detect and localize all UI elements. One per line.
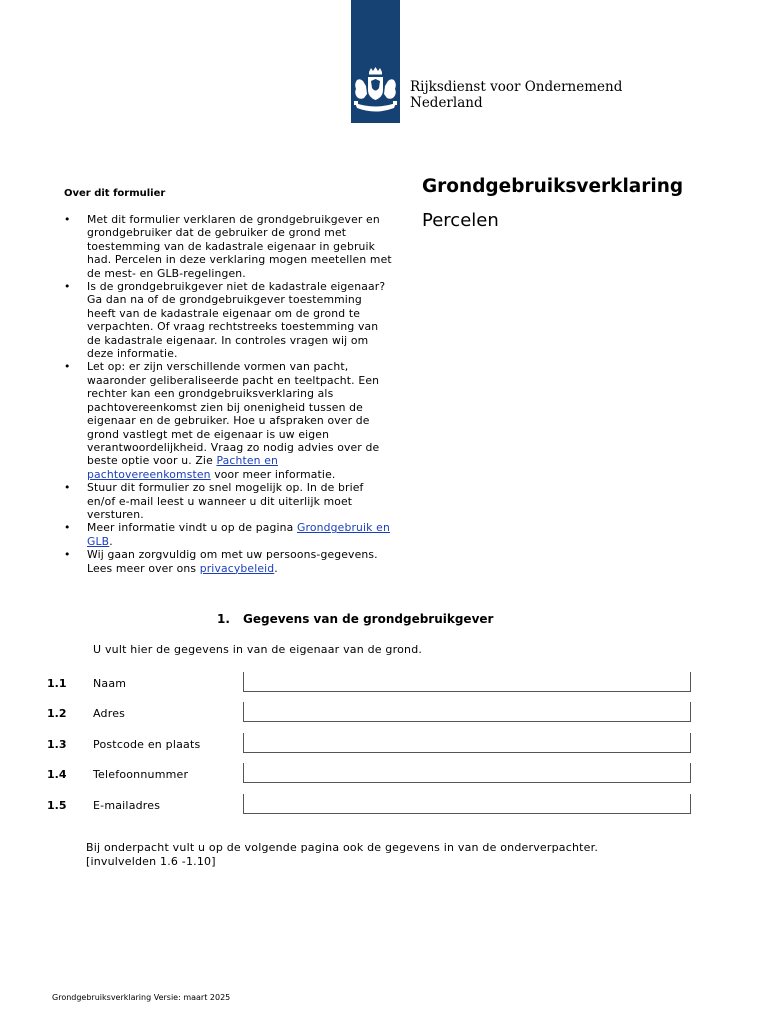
section-title: Gegevens van de grondgebruikgever xyxy=(243,612,494,626)
note-line: Bij onderpacht vult u op de volgende pagina ook de gegevens in van de onderverpachter. xyxy=(86,841,599,854)
naam-input[interactable] xyxy=(243,672,691,692)
onderpacht-note xyxy=(86,841,598,869)
bullet-icon: • xyxy=(64,213,71,226)
emailadres-input[interactable] xyxy=(243,794,691,814)
bullet-icon: • xyxy=(64,280,71,294)
about-item xyxy=(64,280,394,360)
about-item xyxy=(64,213,394,280)
about-item-text: . xyxy=(274,561,278,575)
about-item xyxy=(64,521,394,548)
field-row-naam xyxy=(0,672,770,694)
postcode-plaats-input[interactable] xyxy=(243,733,691,753)
page-footer: Grondgebruiksverklaring Versie: maart 2025 xyxy=(52,993,231,1002)
field-label: Telefoonnummer xyxy=(93,768,189,781)
about-item xyxy=(64,548,394,575)
section-intro: U vult hier de gegevens in van de eigenaar van de grond. xyxy=(93,643,423,656)
bullet-icon: • xyxy=(64,548,71,562)
bullet-icon: • xyxy=(64,360,71,374)
field-label: E-mailadres xyxy=(93,799,161,812)
field-label: Naam xyxy=(93,677,127,690)
about-item xyxy=(64,360,394,481)
field-number: 1.1 xyxy=(47,677,67,690)
organization-name-line1: Rijksdienst voor Ondernemend xyxy=(410,79,623,95)
field-row-emailadres xyxy=(0,794,770,816)
field-number: 1.5 xyxy=(47,799,67,812)
about-item-text: . xyxy=(109,534,113,548)
about-item-text: voor meer informatie. xyxy=(210,467,336,481)
about-item-text: Met dit formulier verklaren de grondgebruikgever en grondgebruiker dat de gebruiker de grond met toestemming van de kadastrale eigenaar in gebruik had. Percelen in deze verklaring mogen meetellen met de mest- en GLB-regelingen. xyxy=(87,213,392,280)
about-item-text: Is de grondgebruikgever niet de kadastrale eigenaar? Ga dan na of de grondgebruikgever toestemming heeft van de kadastrale eigenaar om de grond te verpachten. Of vraag rechtstreeks toestemming van de kadastrale eigenaar. In controles vragen wij om deze informatie. xyxy=(87,280,386,361)
note-line: [invulvelden 1.6 -1.10] xyxy=(86,855,216,868)
about-item-text: Meer informatie vindt u op de pagina xyxy=(87,521,298,535)
field-label: Adres xyxy=(93,707,126,720)
field-label: Postcode en plaats xyxy=(93,738,201,751)
grondgebruik-glb-link[interactable]: Grondgebruik en GLB xyxy=(87,521,390,548)
bullet-icon: • xyxy=(64,521,71,535)
section-number: 1. xyxy=(217,612,230,626)
about-item-text: Let op: er zijn verschillende vormen van pacht, waaronder geliberaliseerde pacht en teeltpacht. Een rechter kan een grondgebruiksverklaring als pachtovereenkomst zien bij onenigheid tussen de eigenaar en de gebruiker. Hoe u afspraken over de grond vastlegt met de eigenaar is uw eigen verantwoordelijkheid. Vraag zo nodig advies over de beste optie voor u. Zie xyxy=(87,360,380,468)
field-number: 1.3 xyxy=(47,738,67,751)
rijkswapen-emblem-icon xyxy=(351,66,400,120)
organization-name-line2: Nederland xyxy=(410,95,483,111)
about-item-text: Stuur dit formulier zo snel mogelijk op. In de brief en/of e-mail leest u wanneer u dit uiterlijk moet versturen. xyxy=(87,481,364,521)
privacybeleid-link[interactable]: privacybeleid xyxy=(199,561,275,575)
field-number: 1.2 xyxy=(47,707,67,720)
pachten-link[interactable]: Pachten en pachtovereenkomsten xyxy=(87,454,279,481)
bullet-icon: • xyxy=(64,481,71,495)
section-heading xyxy=(217,612,493,626)
document-title: Grondgebruiksverklaring xyxy=(422,176,684,197)
about-heading: Over dit formulier xyxy=(64,188,166,199)
field-number: 1.4 xyxy=(47,768,67,781)
about-item xyxy=(64,481,394,521)
field-row-telefoonnummer xyxy=(0,763,770,785)
organization-name xyxy=(410,79,622,111)
field-row-postcode-plaats xyxy=(0,733,770,755)
adres-input[interactable] xyxy=(243,702,691,722)
about-list xyxy=(64,213,394,575)
document-subtitle: Percelen xyxy=(422,210,499,231)
logo-bar xyxy=(351,0,400,123)
about-item-text: Wij gaan zorgvuldig om met uw persoons-gegevens. Lees meer over ons xyxy=(87,548,378,575)
field-row-adres xyxy=(0,702,770,724)
telefoonnummer-input[interactable] xyxy=(243,763,691,783)
